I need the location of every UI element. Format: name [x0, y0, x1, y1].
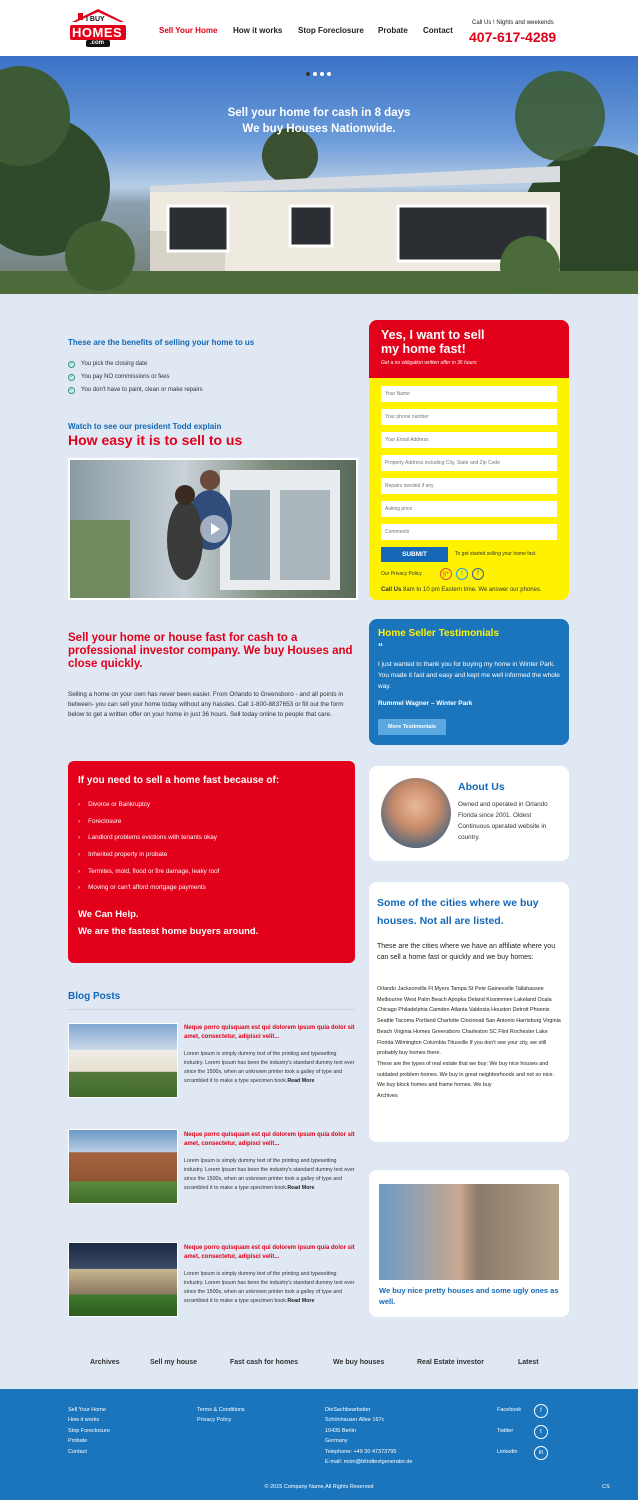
reason-text: Moving or can't afford mortgage payments	[88, 884, 206, 891]
slider-dot[interactable]	[306, 72, 310, 76]
form-subtitle: Get a no obligation written offer in 36 hours	[381, 360, 477, 366]
benefit-item	[68, 387, 203, 394]
twitter-icon[interactable]: t	[534, 1425, 548, 1439]
logo-main-text: HOMES	[72, 25, 123, 40]
blog-post-image[interactable]	[68, 1023, 178, 1098]
chevron-right-icon: ›	[78, 834, 81, 841]
cities-types-text: These are the types of real estate that we buy: We buy nice houses and outdated problem homes. We buy in great neighborhoods and not so nice. We buy block homes and frame homes. We buy	[377, 1060, 555, 1089]
footer-link-probate[interactable]: Probate	[68, 1438, 88, 1444]
footer-email[interactable]: E-mail: moin@blindtextgenerator.de	[325, 1459, 413, 1465]
logo[interactable]	[68, 8, 128, 48]
phone-number[interactable]: 407-617-4289	[469, 29, 557, 45]
footer-link-contact[interactable]: Contact	[68, 1449, 87, 1455]
chevron-right-icon: ›	[78, 818, 81, 825]
footer-link-stop-foreclosure[interactable]: Stop Foreclosure	[68, 1428, 110, 1434]
call-hours-bold: Call Us	[381, 587, 402, 593]
check-icon: ✓	[69, 374, 74, 380]
check-icon: ✓	[69, 387, 74, 393]
site-footer	[0, 1389, 638, 1500]
benefit-item	[68, 361, 147, 368]
footer-cs: CS	[602, 1484, 610, 1490]
play-icon[interactable]	[200, 515, 228, 543]
blog-divider	[68, 1009, 355, 1010]
houses-text: We buy nice pretty houses and some ugly ones as well.	[379, 1286, 559, 1306]
call-line: Call Us ! Nights and weekends	[472, 20, 554, 26]
testimonial-text: I just wanted to thank you for buying my home in Winter Park. You made it fast and easy and kept me well informed the whole way.	[378, 661, 560, 690]
read-more-link[interactable]: Read More	[287, 1185, 315, 1191]
video-intro: Watch to see our president Todd explain	[68, 422, 222, 431]
cities-list	[377, 984, 563, 1102]
blog-post-body	[184, 1157, 356, 1193]
hero-banner	[0, 56, 638, 294]
blog-post-text: Lorem Ipsum is simply dummy text of the printing and typesetting industry. Lorem Ipsum has been the industry's standard dummy text ever since the 1500s, when an unknown printer took a galley of type and scrambled it to make a type specimen book.	[184, 1271, 355, 1304]
blog-post-text: Lorem Ipsum is simply dummy text of the printing and typesetting industry. Lorem Ipsum has been the industry's standard dummy text ever since the 1500s, when an unknown printer took a galley of type and scrambled it to make a type specimen book.	[184, 1051, 355, 1084]
reason-item	[78, 884, 206, 891]
footer-address-line: Germany	[325, 1438, 348, 1444]
read-more-link[interactable]: Read More	[287, 1078, 315, 1084]
sell-body: Selling a home on your own has never been easier. From Orlando to Greensboro - and all points in between- you can sell your home today without any hassles. Call 1-800-8837653 or fill out the form below to get a written offer on your home in just 36 hours. Sell today online to people that care.	[68, 691, 344, 718]
testimonials-title: Home Seller Testimonials	[378, 628, 499, 639]
houses-box	[369, 1170, 569, 1317]
copyright: © 2015 Company Name,All Rights Reserved	[264, 1484, 374, 1490]
more-testimonials-button[interactable]: More Testimonials	[378, 719, 446, 735]
read-more-link[interactable]: Read More	[287, 1298, 315, 1304]
footer-link-terms[interactable]: Terms & Conditions	[197, 1407, 245, 1413]
reason-text: Foreclosure	[88, 818, 122, 825]
chevron-right-icon: ›	[78, 801, 81, 808]
email-input[interactable]	[381, 432, 557, 448]
bottom-link-fast-cash[interactable]: Fast cash for homes	[230, 1359, 299, 1366]
call-hours-text: 8am to 10 pm Eastern time. We answer our phones.	[401, 587, 542, 593]
blog-post-body	[184, 1050, 356, 1086]
linkedin-icon[interactable]: in	[534, 1446, 548, 1460]
blog-post-title[interactable]: Neque porro quisquam est qui dolorem ipsum quia dolor sit amet, consectetur, adipisci velit...	[184, 1025, 355, 1040]
cities-box	[369, 882, 569, 1142]
submit-button[interactable]: SUBMIT	[381, 547, 448, 562]
form-title	[381, 328, 485, 356]
nav-contact[interactable]: Contact	[423, 26, 453, 35]
benefit-text: You pick the closing date	[81, 361, 148, 367]
reason-item	[78, 818, 121, 825]
logo-top-text: I BUY	[86, 16, 105, 23]
testimonial-author: Rummel Wagner – Winter Park	[378, 700, 473, 707]
asking-price-input[interactable]	[381, 501, 557, 517]
site-header	[0, 0, 638, 56]
bottom-link-archives[interactable]: Archives	[90, 1359, 120, 1366]
reason-item	[78, 868, 219, 875]
footer-address-line: DieSachbearbeiter	[325, 1407, 371, 1413]
benefits-title: These are the benefits of selling your home to us	[68, 338, 255, 347]
benefit-text: You don't have to paint, clean or make repairs	[81, 387, 203, 393]
footer-link-privacy[interactable]: Privacy Policy	[197, 1417, 232, 1423]
form-header	[369, 320, 569, 378]
blog-post-title[interactable]: Neque porro quisquam est qui dolorem ipsum quia dolor sit amet, consectetur, adipisci velit...	[184, 1245, 355, 1260]
footer-address-line: Schönhauser Allee 167c	[325, 1417, 385, 1423]
reason-text: Inherited property in probate	[88, 851, 168, 858]
quote-icon: “	[378, 642, 383, 653]
about-title: About Us	[458, 781, 505, 793]
facebook-icon[interactable]: f	[534, 1404, 548, 1418]
nav-probate[interactable]: Probate	[378, 26, 408, 35]
repairs-input[interactable]	[381, 478, 557, 494]
hero-house-image	[0, 56, 638, 294]
slider-dot[interactable]	[313, 72, 317, 76]
blog-post-title[interactable]: Neque porro quisquam est qui dolorem ipsum quia dolor sit amet, consectetur, adipisci velit...	[184, 1132, 355, 1147]
reasons-title: If you need to sell a home fast because of:	[78, 775, 280, 786]
offer-form	[369, 320, 569, 600]
hero-line-1: Sell your home for cash in 8 days	[227, 107, 411, 119]
bottom-link-real-estate-investor[interactable]: Real Estate investor	[417, 1359, 484, 1366]
privacy-link[interactable]: Our Privacy Policy	[381, 571, 422, 577]
slider-dot[interactable]	[320, 72, 324, 76]
hero-line-2: We buy Houses Nationwide.	[242, 123, 396, 135]
nav-sell-your-home[interactable]: Sell Your Home	[159, 26, 218, 35]
bottom-link-latest[interactable]: Latest	[518, 1359, 539, 1366]
check-icon: ✓	[69, 361, 74, 367]
avatar	[381, 778, 451, 848]
about-text: Owned and operated in Orlando Florida since 2001. Oldest Continuous operated website in country.	[458, 801, 548, 841]
sell-title: Sell your home or house fast for cash to a professional investor company. We buy Houses and close quickly.	[68, 632, 353, 670]
cities-list-text: Orlando Jacksonville Ft Myers Tampa St Pete Gainesville Tallahassee Melbourne West Palm Beach Apopka Deland Kissimmee Lakeland Ocala Chicago Philadelphia Camden Atlanta Valdosta Houston Detroit Phoenix Seattle Tacoma Portland Charlotte Cincinnati San Antonio Harrisburg Virginia Beach Virginia Homes Greensboro Charleston SC Flint Rochester Lake Florida Wilmington Columbia Titusville If you don't see your city, we still probably buy homes there.	[377, 986, 561, 1057]
submit-note: To get started selling your home fast.	[455, 551, 537, 557]
bottom-link-sell-my-house[interactable]: Sell my house	[150, 1359, 198, 1366]
benefit-text: You pay NO commissions or fees	[81, 374, 170, 380]
nav-how-it-works[interactable]: How it works	[233, 26, 283, 35]
blog-post-image[interactable]	[68, 1129, 178, 1204]
footer-link-sell-your-home[interactable]: Sell Your Home	[68, 1407, 106, 1413]
blog-post-text: Lorem Ipsum is simply dummy text of the printing and typesetting industry. Lorem Ipsum has been the industry's standard dummy text ever since the 1500s, when an unknown printer took a galley of type and scrambled it to make a type specimen book.	[184, 1158, 355, 1191]
houses-image	[379, 1184, 559, 1280]
reason-item	[78, 834, 217, 841]
chevron-right-icon: ›	[78, 851, 81, 858]
reason-text: Landlord problems evictions with tenants okay	[88, 834, 217, 841]
benefit-item	[68, 374, 169, 381]
cities-intro: These are the cities where we have an affiliate where you can sell a home fast or quickly and we buy homes:	[377, 943, 556, 961]
reason-item	[78, 851, 167, 858]
google-plus-icon[interactable]: g+	[440, 568, 452, 580]
slider-dot[interactable]	[327, 72, 331, 76]
chevron-right-icon: ›	[78, 884, 81, 891]
reason-text: Termites, mold, flood or fire damage, leaky roof	[88, 868, 220, 875]
comments-input[interactable]	[381, 524, 557, 540]
footer-linkedin-label[interactable]: Linkedin	[497, 1449, 518, 1455]
bottom-link-we-buy-houses[interactable]: We buy houses	[333, 1359, 385, 1366]
reason-item	[78, 801, 150, 808]
address-input[interactable]	[381, 455, 557, 471]
blog-post-body	[184, 1270, 356, 1306]
phone-input[interactable]	[381, 409, 557, 425]
name-input[interactable]	[381, 386, 557, 402]
nav-stop-foreclosure[interactable]: Stop Foreclosure	[298, 26, 364, 35]
blog-post-image[interactable]	[68, 1242, 178, 1317]
we-can-help: We Can Help.	[78, 909, 139, 920]
form-title-line-1: Yes, I want to sell	[381, 328, 485, 342]
call-hours	[381, 587, 542, 593]
archives-link[interactable]: Archives	[377, 1093, 398, 1100]
testimonials-box	[369, 619, 569, 745]
form-title-line-2: my home fast!	[381, 342, 466, 356]
footer-link-how-it-works[interactable]: How it works	[68, 1417, 100, 1423]
blog-title: Blog Posts	[68, 991, 121, 1002]
footer-twitter-label[interactable]: Twitter	[497, 1428, 514, 1434]
facebook-icon[interactable]: f	[472, 568, 484, 580]
cities-title: Some of the cities where we buy houses. Not all are listed.	[377, 897, 539, 927]
footer-address-line: 10435 Berlin	[325, 1428, 356, 1434]
footer-telephone: Telephone: +49 30 47373795	[325, 1449, 397, 1455]
chevron-right-icon: ›	[78, 868, 81, 875]
footer-facebook-label[interactable]: Facebook	[497, 1407, 522, 1413]
reason-text: Divorce or Bankruptcy	[88, 801, 151, 808]
logo-sub-text: .com	[90, 40, 105, 46]
fastest-buyers: We are the fastest home buyers around.	[78, 926, 259, 937]
video-heading: How easy it is to sell to us	[68, 432, 243, 448]
video-player[interactable]	[68, 458, 358, 600]
about-box	[369, 766, 569, 861]
reasons-box	[68, 761, 355, 963]
twitter-icon[interactable]: t	[456, 568, 468, 580]
